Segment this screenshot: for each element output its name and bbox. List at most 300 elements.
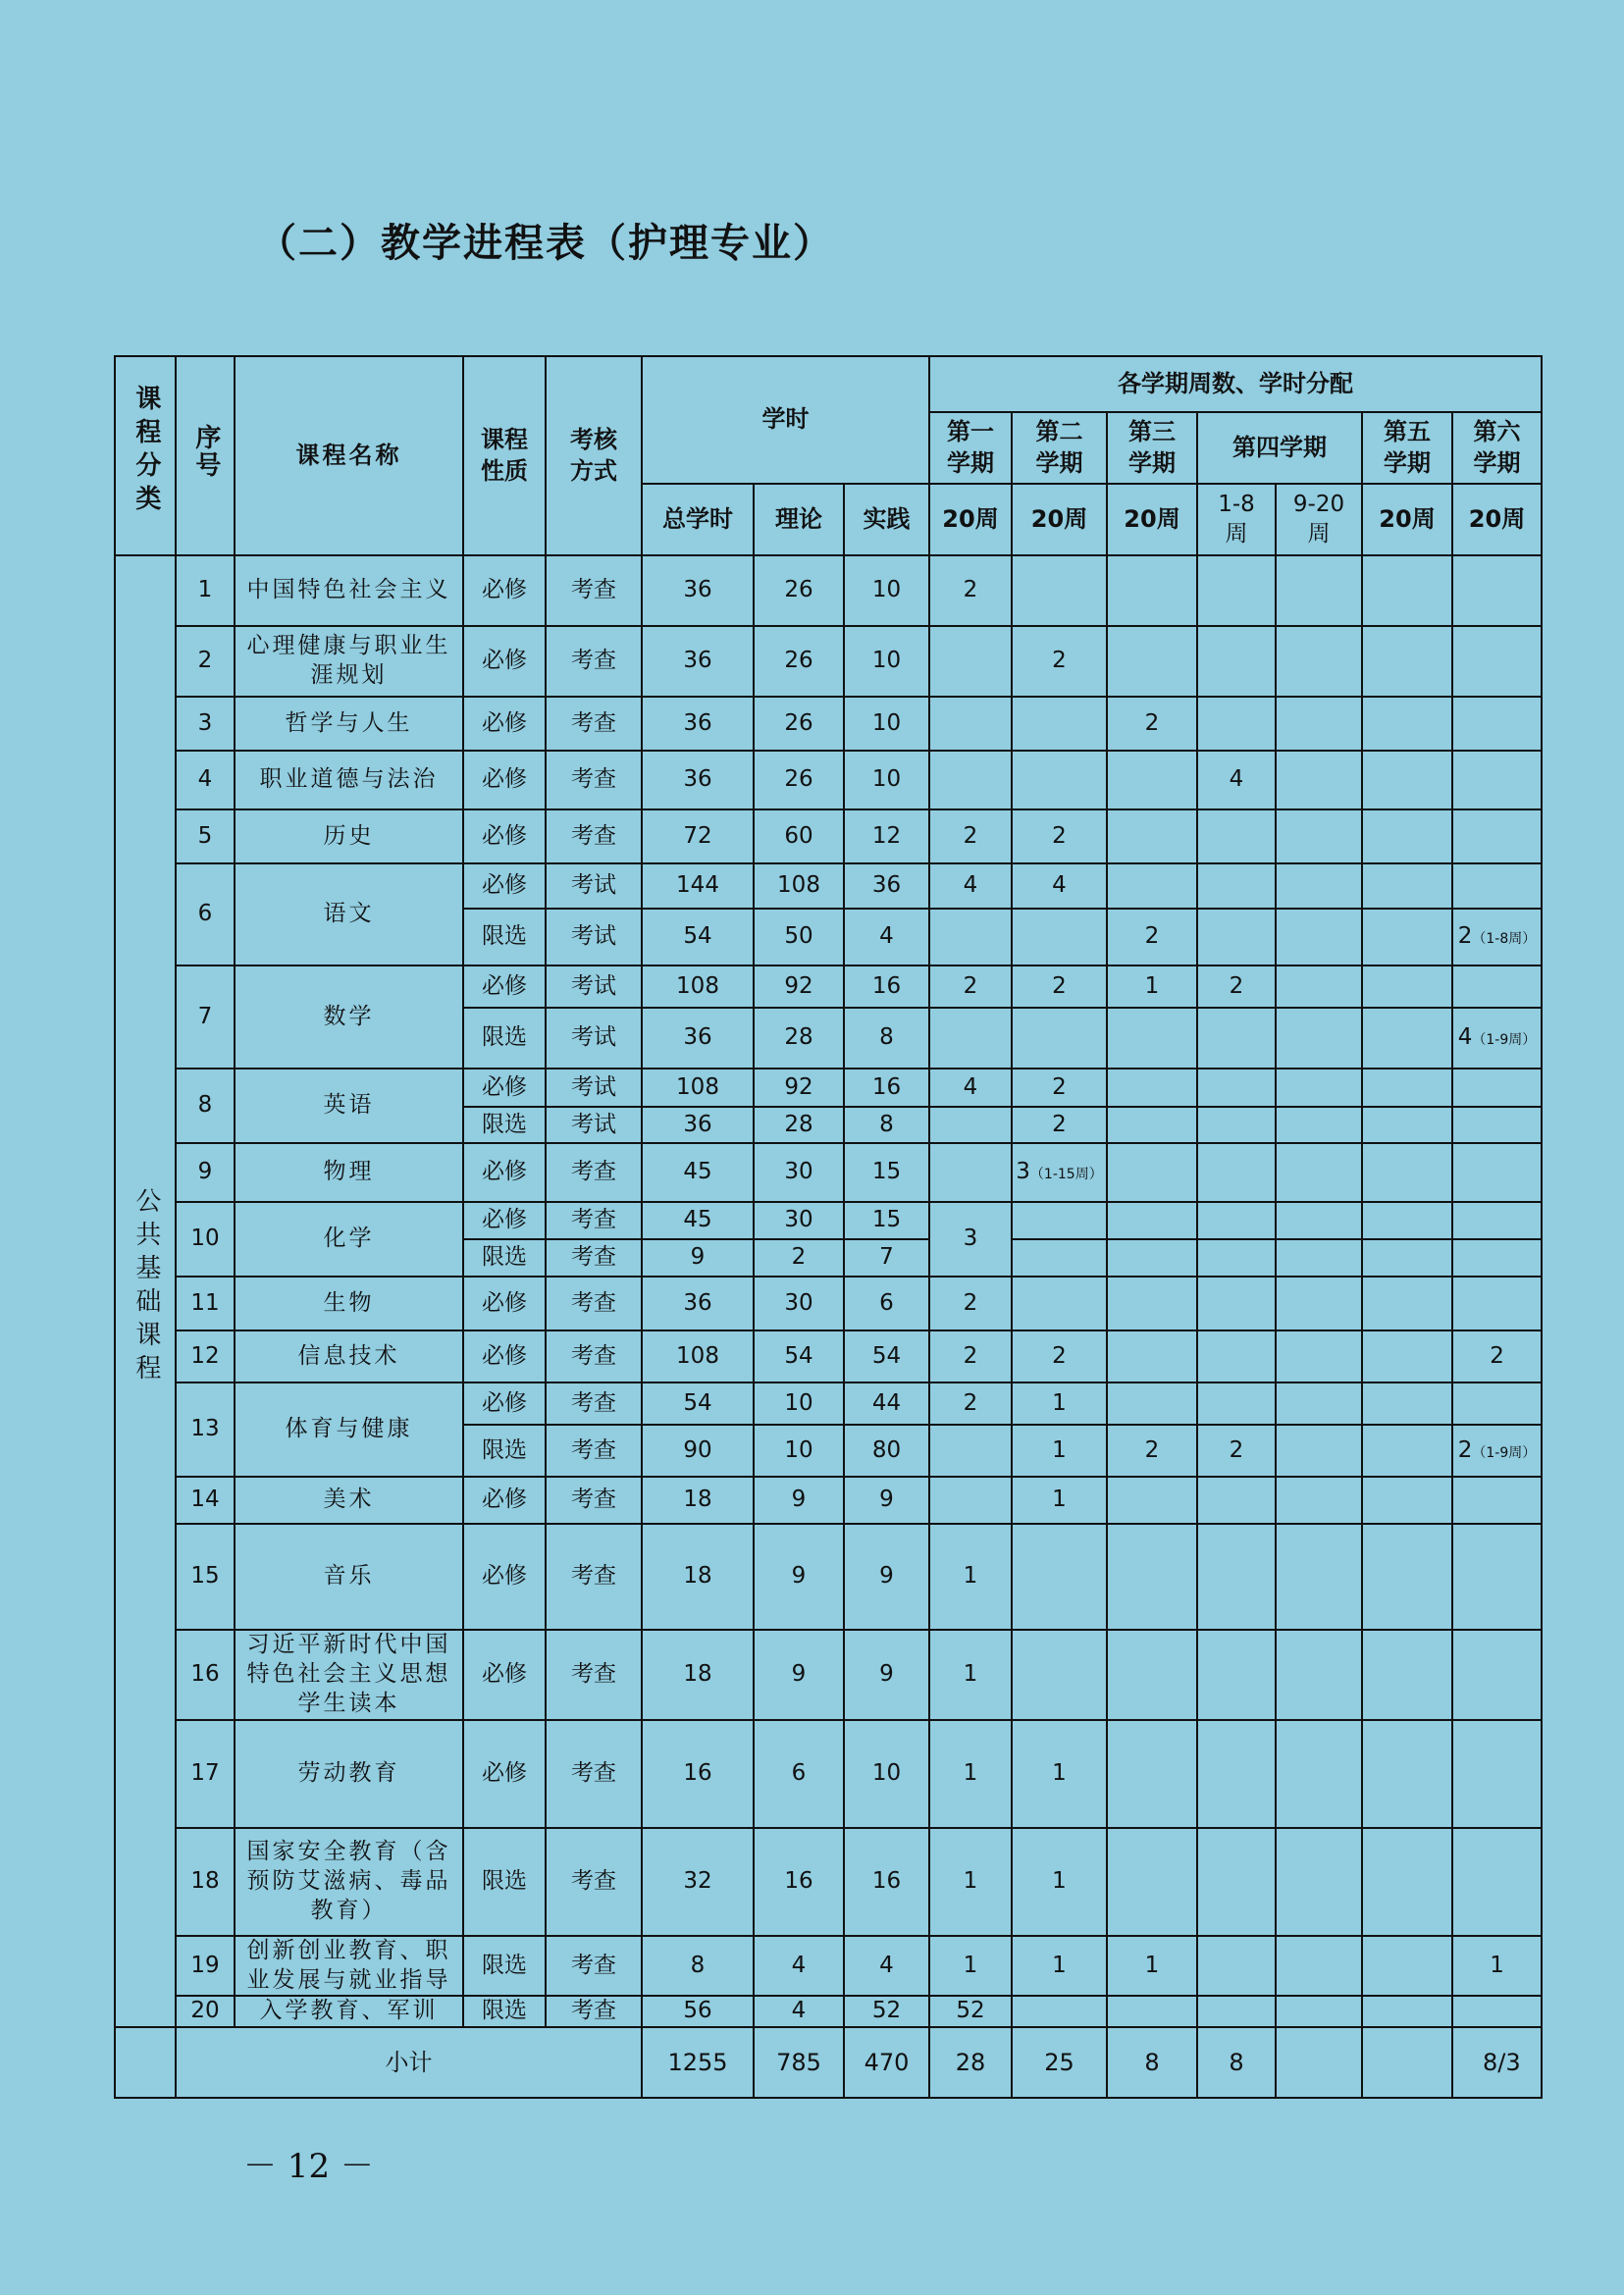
- week-range-note: （1-8周）: [1472, 931, 1537, 948]
- hours-total: 9: [642, 1239, 754, 1277]
- course-nature: 必修: [463, 626, 546, 697]
- teaching-schedule-table: [114, 355, 1543, 2099]
- hours-s2: [1012, 1277, 1107, 1330]
- hours-s1: 1: [929, 1524, 1012, 1630]
- hours-theory: 9: [754, 1630, 844, 1720]
- hours-s5: [1362, 626, 1452, 697]
- hours-s5: [1362, 1630, 1452, 1720]
- course-nature: 必修: [463, 1524, 546, 1630]
- table-row: [115, 626, 1542, 697]
- table-body: [115, 555, 1542, 2027]
- hours-s4b: [1276, 863, 1362, 909]
- hours-theory: 30: [754, 1277, 844, 1330]
- hours-s4b: [1276, 1107, 1362, 1143]
- header-theory: 理论: [754, 484, 844, 555]
- hours-s4a: [1197, 1008, 1276, 1069]
- hours-s5: [1362, 1828, 1452, 1936]
- course-exam: 考查: [546, 697, 642, 751]
- table-row: [115, 863, 1542, 909]
- hours-s4b: [1276, 1720, 1362, 1828]
- hours-s6: [1452, 697, 1542, 751]
- hours-theory: 92: [754, 1069, 844, 1107]
- subtotal-total: 1255: [642, 2027, 754, 2098]
- table-row: [115, 1936, 1542, 1997]
- header-total-hours: 总学时: [642, 484, 754, 555]
- hours-total: 36: [642, 1008, 754, 1069]
- table-row: [115, 965, 1542, 1008]
- hours-s1: 2: [929, 809, 1012, 863]
- hours-s4a: [1197, 1239, 1276, 1277]
- hours-s3: [1107, 1069, 1197, 1107]
- hours-s2: 1: [1012, 1720, 1107, 1828]
- hours-s3: [1107, 1477, 1197, 1524]
- hours-s3: 2: [1107, 697, 1197, 751]
- hours-theory: 30: [754, 1202, 844, 1239]
- course-name: 创新创业教育、职业发展与就业指导: [235, 1936, 463, 1997]
- course-number: 12: [176, 1330, 235, 1382]
- hours-total: 56: [642, 1996, 754, 2027]
- hours-s4b: [1276, 626, 1362, 697]
- hours-s3: [1107, 1828, 1197, 1936]
- hours-s2: 4: [1012, 863, 1107, 909]
- hours-s4a: 4: [1197, 751, 1276, 809]
- header-sem5: 第五学期: [1362, 412, 1452, 484]
- hours-s6: [1452, 1524, 1542, 1630]
- hours-s4a: [1197, 809, 1276, 863]
- header-sem1: 第一学期: [929, 412, 1012, 484]
- course-exam: 考查: [546, 1143, 642, 1202]
- hours-theory: 4: [754, 1996, 844, 2027]
- course-number: 5: [176, 809, 235, 863]
- page-number: － 12 －: [243, 2147, 374, 2186]
- course-nature: 必修: [463, 965, 546, 1008]
- hours-theory: 9: [754, 1477, 844, 1524]
- hours-s1: [929, 1477, 1012, 1524]
- subtotal-theory: 785: [754, 2027, 844, 2098]
- hours-s1: 2: [929, 965, 1012, 1008]
- hours-s4b: [1276, 1239, 1362, 1277]
- hours-theory: 30: [754, 1143, 844, 1202]
- course-number: 14: [176, 1477, 235, 1524]
- course-number: 15: [176, 1524, 235, 1630]
- hours-s4b: [1276, 1477, 1362, 1524]
- course-exam: 考查: [546, 1330, 642, 1382]
- course-exam: 考试: [546, 863, 642, 909]
- hours-total: 36: [642, 555, 754, 626]
- hours-s4a: [1197, 1720, 1276, 1828]
- course-exam: 考查: [546, 626, 642, 697]
- hours-theory: 10: [754, 1425, 844, 1477]
- hours-s3: [1107, 1143, 1197, 1202]
- hours-s4b: [1276, 909, 1362, 965]
- hours-s1: 2: [929, 1382, 1012, 1425]
- table-row: [115, 1069, 1542, 1107]
- header-name: 课程名称: [235, 356, 463, 555]
- hours-s5: [1362, 1425, 1452, 1477]
- course-number: 6: [176, 863, 235, 965]
- table-row: [115, 1630, 1542, 1720]
- hours-s4a: [1197, 1996, 1276, 2027]
- course-number: 10: [176, 1202, 235, 1277]
- hours-total: 54: [642, 1382, 754, 1425]
- hours-s4a: [1197, 1477, 1276, 1524]
- course-nature: 限选: [463, 1828, 546, 1936]
- course-exam: 考查: [546, 1828, 642, 1936]
- hours-s1: 1: [929, 1720, 1012, 1828]
- hours-s3: 2: [1107, 1425, 1197, 1477]
- hours-total: 144: [642, 863, 754, 909]
- hours-practice: 10: [844, 1720, 929, 1828]
- hours-s4b: [1276, 1277, 1362, 1330]
- hours-theory: 4: [754, 1936, 844, 1997]
- header-sem2: 第二学期: [1012, 412, 1107, 484]
- hours-s5: [1362, 1330, 1452, 1382]
- hours-s2: 3（1-15周）: [1012, 1143, 1107, 1202]
- course-nature: 限选: [463, 1425, 546, 1477]
- hours-theory: 54: [754, 1330, 844, 1382]
- hours-s5: [1362, 863, 1452, 909]
- table-row: [115, 1202, 1542, 1239]
- course-name: 历史: [235, 809, 463, 863]
- course-nature: 限选: [463, 1107, 546, 1143]
- hours-s1: 1: [929, 1828, 1012, 1936]
- hours-s4a: [1197, 1069, 1276, 1107]
- hours-s4b: [1276, 965, 1362, 1008]
- hours-practice: 10: [844, 626, 929, 697]
- course-nature: 必修: [463, 1143, 546, 1202]
- hours-s6: [1452, 1107, 1542, 1143]
- table-row: [115, 751, 1542, 809]
- hours-s5: [1362, 1143, 1452, 1202]
- hours-s4a: [1197, 1107, 1276, 1143]
- hours-s6: [1452, 1069, 1542, 1107]
- hours-total: 45: [642, 1202, 754, 1239]
- hours-practice: 52: [844, 1996, 929, 2027]
- header-sem2-weeks: 20周: [1012, 484, 1107, 555]
- hours-total: 8: [642, 1936, 754, 1997]
- course-name: 体育与健康: [235, 1382, 463, 1477]
- course-exam: 考试: [546, 965, 642, 1008]
- course-number: 4: [176, 751, 235, 809]
- hours-practice: 44: [844, 1382, 929, 1425]
- hours-s3: [1107, 1720, 1197, 1828]
- hours-s4a: [1197, 1382, 1276, 1425]
- subtotal-s1: 28: [929, 2027, 1012, 2098]
- header-nature: 课程性质: [463, 356, 546, 555]
- hours-practice: 15: [844, 1143, 929, 1202]
- course-number: 1: [176, 555, 235, 626]
- header-sem6-weeks: 20周: [1452, 484, 1542, 555]
- hours-s5: [1362, 1107, 1452, 1143]
- course-nature: 必修: [463, 697, 546, 751]
- hours-s6: [1452, 1630, 1542, 1720]
- hours-s3: [1107, 1008, 1197, 1069]
- hours-s1: 2: [929, 1277, 1012, 1330]
- hours-theory: 28: [754, 1107, 844, 1143]
- hours-theory: 26: [754, 751, 844, 809]
- course-exam: 考查: [546, 1996, 642, 2027]
- hours-s5: [1362, 1239, 1452, 1277]
- hours-practice: 16: [844, 965, 929, 1008]
- hours-s6: [1452, 626, 1542, 697]
- header-sem4: 第四学期: [1197, 412, 1362, 484]
- hours-s4b: [1276, 1828, 1362, 1936]
- hours-s1: [929, 909, 1012, 965]
- course-nature: 限选: [463, 1936, 546, 1997]
- hours-total: 45: [642, 1143, 754, 1202]
- hours-practice: 15: [844, 1202, 929, 1239]
- subtotal-s4a: 8: [1197, 2027, 1276, 2098]
- hours-s1: 1: [929, 1630, 1012, 1720]
- hours-s3: 1: [1107, 965, 1197, 1008]
- course-exam: 考试: [546, 909, 642, 965]
- course-name: 物理: [235, 1143, 463, 1202]
- course-nature: 限选: [463, 1996, 546, 2027]
- course-nature: 限选: [463, 1239, 546, 1277]
- hours-s2: 2: [1012, 809, 1107, 863]
- hours-s4a: [1197, 1630, 1276, 1720]
- header-distribution: 各学期周数、学时分配: [929, 356, 1542, 412]
- hours-s2: [1012, 1008, 1107, 1069]
- hours-s2: 1: [1012, 1382, 1107, 1425]
- hours-s2: 1: [1012, 1477, 1107, 1524]
- hours-s6: [1452, 1720, 1542, 1828]
- course-name: 化学: [235, 1202, 463, 1277]
- subtotal-s2: 25: [1012, 2027, 1107, 2098]
- hours-theory: 28: [754, 1008, 844, 1069]
- hours-practice: 16: [844, 1069, 929, 1107]
- hours-s6: [1452, 1277, 1542, 1330]
- hours-s6: [1452, 555, 1542, 626]
- hours-s3: [1107, 1239, 1197, 1277]
- category-public-basic: 公共基础课程: [115, 555, 176, 2027]
- hours-s4a: [1197, 1202, 1276, 1239]
- course-name: 哲学与人生: [235, 697, 463, 751]
- hours-practice: 8: [844, 1107, 929, 1143]
- header-sem3: 第三学期: [1107, 412, 1197, 484]
- course-number: 18: [176, 1828, 235, 1936]
- hours-s4a: 2: [1197, 1425, 1276, 1477]
- course-name: 生物: [235, 1277, 463, 1330]
- course-exam: 考查: [546, 1202, 642, 1239]
- hours-s1: 4: [929, 1069, 1012, 1107]
- hours-s3: [1107, 809, 1197, 863]
- hours-theory: 9: [754, 1524, 844, 1630]
- hours-s4a: 2: [1197, 965, 1276, 1008]
- hours-total: 18: [642, 1524, 754, 1630]
- week-range-note: （1-15周）: [1029, 1167, 1103, 1183]
- course-name: 国家安全教育（含预防艾滋病、毒品教育）: [235, 1828, 463, 1936]
- course-exam: 考试: [546, 1107, 642, 1143]
- course-exam: 考查: [546, 809, 642, 863]
- table-row: [115, 1277, 1542, 1330]
- course-number: 7: [176, 965, 235, 1069]
- subtotal-category: [115, 2027, 176, 2098]
- table-row: [115, 1477, 1542, 1524]
- hours-s4a: [1197, 1524, 1276, 1630]
- hours-total: 18: [642, 1630, 754, 1720]
- hours-s1: [929, 1143, 1012, 1202]
- hours-s2: 2: [1012, 1069, 1107, 1107]
- subtotal-s5: [1362, 2027, 1452, 2098]
- course-name: 中国特色社会主义: [235, 555, 463, 626]
- hours-s4b: [1276, 1630, 1362, 1720]
- header-sem1-weeks: 20周: [929, 484, 1012, 555]
- hours-s1: [929, 1008, 1012, 1069]
- table-row: [115, 1143, 1542, 1202]
- hours-s6: 2: [1452, 1330, 1542, 1382]
- course-name: 劳动教育: [235, 1720, 463, 1828]
- hours-s6: 4（1-9周）: [1452, 1008, 1542, 1069]
- hours-s4a: [1197, 555, 1276, 626]
- hours-theory: 92: [754, 965, 844, 1008]
- header-category: 课程分类: [115, 356, 176, 555]
- hours-s4a: [1197, 1330, 1276, 1382]
- hours-s3: 2: [1107, 909, 1197, 965]
- hours-s6: [1452, 1239, 1542, 1277]
- hours-s5: [1362, 909, 1452, 965]
- course-name: 英语: [235, 1069, 463, 1143]
- hours-s6: [1452, 1202, 1542, 1239]
- course-nature: 必修: [463, 1630, 546, 1720]
- page-title: （二）教学进程表（护理专业）: [257, 220, 834, 266]
- table-row: [115, 1330, 1542, 1382]
- hours-s3: [1107, 1382, 1197, 1425]
- subtotal-label: 小计: [176, 2027, 642, 2098]
- course-nature: 必修: [463, 1477, 546, 1524]
- hours-s4b: [1276, 1143, 1362, 1202]
- header-sem3-weeks: 20周: [1107, 484, 1197, 555]
- course-exam: 考查: [546, 1936, 642, 1997]
- table-row: [115, 697, 1542, 751]
- hours-total: 36: [642, 1107, 754, 1143]
- hours-s4b: [1276, 809, 1362, 863]
- hours-s2: [1012, 1630, 1107, 1720]
- hours-s4b: [1276, 1996, 1362, 2027]
- hours-s2: [1012, 751, 1107, 809]
- hours-s3: [1107, 1277, 1197, 1330]
- table-row: [115, 1382, 1542, 1425]
- hours-s4a: [1197, 626, 1276, 697]
- hours-s6: 2（1-8周）: [1452, 909, 1542, 965]
- hours-s4b: [1276, 1202, 1362, 1239]
- hours-s1: 3: [929, 1202, 1012, 1277]
- hours-s5: [1362, 1524, 1452, 1630]
- hours-total: 54: [642, 909, 754, 965]
- hours-s6: [1452, 809, 1542, 863]
- hours-practice: 10: [844, 555, 929, 626]
- course-name: 语文: [235, 863, 463, 965]
- table-row: [115, 555, 1542, 626]
- hours-s4a: [1197, 863, 1276, 909]
- course-number: 11: [176, 1277, 235, 1330]
- course-number: 9: [176, 1143, 235, 1202]
- subtotal-s4b: [1276, 2027, 1362, 2098]
- header-sem5-weeks: 20周: [1362, 484, 1452, 555]
- hours-s3: [1107, 626, 1197, 697]
- hours-s5: [1362, 1202, 1452, 1239]
- hours-total: 36: [642, 1277, 754, 1330]
- hours-practice: 16: [844, 1828, 929, 1936]
- hours-total: 36: [642, 697, 754, 751]
- hours-s3: [1107, 751, 1197, 809]
- hours-total: 90: [642, 1425, 754, 1477]
- hours-s2: 1: [1012, 1828, 1107, 1936]
- header-practice: 实践: [844, 484, 929, 555]
- hours-s3: [1107, 1330, 1197, 1382]
- week-range-note: （1-9周）: [1472, 1032, 1537, 1049]
- course-exam: 考查: [546, 555, 642, 626]
- hours-s6: 2（1-9周）: [1452, 1425, 1542, 1477]
- hours-practice: 12: [844, 809, 929, 863]
- hours-s4b: [1276, 697, 1362, 751]
- hours-s1: [929, 1425, 1012, 1477]
- hours-s4a: [1197, 1936, 1276, 1997]
- hours-total: 16: [642, 1720, 754, 1828]
- hours-s4a: [1197, 1277, 1276, 1330]
- hours-s5: [1362, 1382, 1452, 1425]
- hours-theory: 108: [754, 863, 844, 909]
- hours-s3: [1107, 1630, 1197, 1720]
- hours-s3: 1: [1107, 1936, 1197, 1997]
- hours-theory: 6: [754, 1720, 844, 1828]
- course-number: 8: [176, 1069, 235, 1143]
- course-exam: 考查: [546, 1239, 642, 1277]
- header-sem6: 第六学期: [1452, 412, 1542, 484]
- hours-s2: 2: [1012, 965, 1107, 1008]
- hours-practice: 9: [844, 1477, 929, 1524]
- hours-practice: 9: [844, 1524, 929, 1630]
- hours-total: 108: [642, 965, 754, 1008]
- hours-s3: [1107, 1202, 1197, 1239]
- course-name: 职业道德与法治: [235, 751, 463, 809]
- hours-theory: 26: [754, 697, 844, 751]
- hours-s4b: [1276, 1330, 1362, 1382]
- course-nature: 必修: [463, 1069, 546, 1107]
- hours-s3: [1107, 1524, 1197, 1630]
- hours-s4b: [1276, 1936, 1362, 1997]
- hours-s4b: [1276, 1524, 1362, 1630]
- week-range-note: （1-9周）: [1472, 1444, 1537, 1461]
- hours-s2: [1012, 697, 1107, 751]
- hours-s1: [929, 626, 1012, 697]
- hours-total: 36: [642, 626, 754, 697]
- hours-theory: 16: [754, 1828, 844, 1936]
- hours-s2: [1012, 1524, 1107, 1630]
- subtotal-s6: 8/3: [1452, 2027, 1542, 2098]
- hours-s1: 1: [929, 1936, 1012, 1997]
- hours-s5: [1362, 1936, 1452, 1997]
- hours-s5: [1362, 809, 1452, 863]
- table-row: [115, 1524, 1542, 1630]
- hours-s4b: [1276, 1382, 1362, 1425]
- course-name: 习近平新时代中国特色社会主义思想学生读本: [235, 1630, 463, 1720]
- hours-s3: [1107, 863, 1197, 909]
- table-row: [115, 809, 1542, 863]
- table-row: [115, 1996, 1542, 2027]
- hours-s3: [1107, 1107, 1197, 1143]
- hours-theory: 26: [754, 555, 844, 626]
- hours-practice: 36: [844, 863, 929, 909]
- subtotal-s3: 8: [1107, 2027, 1197, 2098]
- hours-s5: [1362, 1277, 1452, 1330]
- course-nature: 必修: [463, 751, 546, 809]
- hours-s4a: [1197, 697, 1276, 751]
- hours-s6: [1452, 1143, 1542, 1202]
- hours-theory: 26: [754, 626, 844, 697]
- course-name: 信息技术: [235, 1330, 463, 1382]
- table-row: [115, 1828, 1542, 1936]
